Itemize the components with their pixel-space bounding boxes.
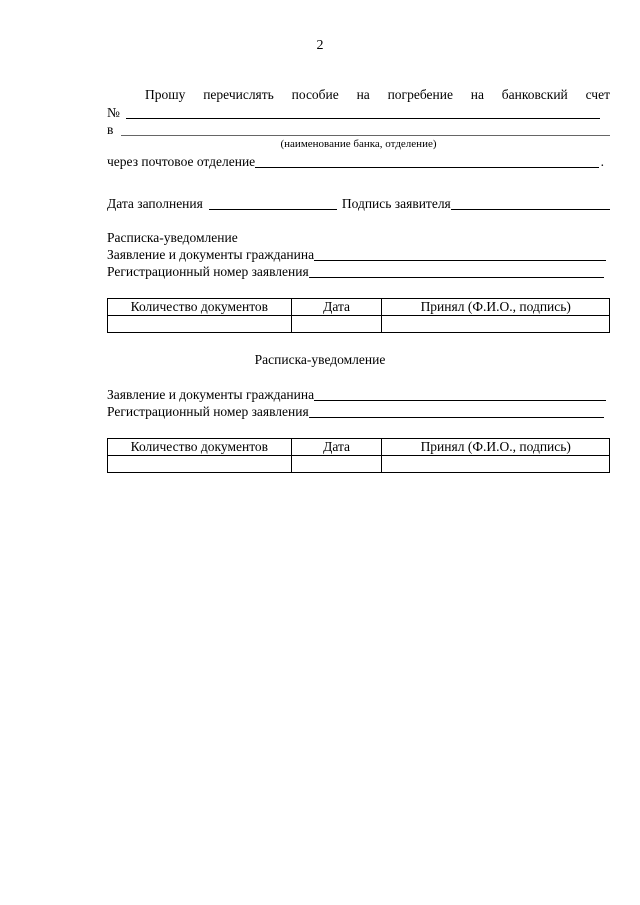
signature-field[interactable]: [451, 208, 610, 210]
table-cell[interactable]: [382, 316, 610, 333]
receipt2-reg-line: [107, 403, 610, 421]
account-prefix: №: [107, 105, 120, 120]
bank-name-field[interactable]: [121, 134, 610, 136]
table-cell[interactable]: [108, 316, 292, 333]
receipt2-docs-label: Заявление и документы гражданина: [107, 387, 315, 402]
bank-prefix: в: [107, 122, 114, 137]
post-office-prefix: через почтовое отделение: [107, 154, 256, 169]
date-label: Дата заполнения: [107, 196, 203, 211]
column-header: Количество документов: [108, 299, 292, 316]
receipt1-docs-field[interactable]: [314, 259, 606, 261]
column-header: Дата: [291, 299, 382, 316]
account-line: [107, 104, 610, 122]
post-office-suffix: .: [600, 154, 604, 169]
receipt2-reg-field[interactable]: [309, 416, 604, 418]
page-number: 2: [316, 38, 324, 53]
post-office-line: [107, 153, 610, 171]
receipt2-docs-field[interactable]: [314, 399, 606, 401]
date-field[interactable]: [209, 208, 337, 210]
table-header-row: [108, 299, 610, 316]
signature-label: Подпись заявителя: [341, 196, 451, 211]
bank-caption: (наименование банка, отделение): [280, 138, 437, 150]
table-cell[interactable]: [291, 456, 382, 473]
table-cell[interactable]: [382, 456, 610, 473]
receipt1-reg-line: [107, 263, 610, 281]
receipt1-reg-field[interactable]: [309, 276, 604, 278]
table-row: [108, 456, 610, 473]
receipt2-docs-line: [107, 386, 610, 404]
table-row: [108, 316, 610, 333]
request-text: Прошу перечислять пособие на погребение на банковский счет: [145, 87, 610, 102]
receipt2-reg-label: Регистрационный номер заявления: [107, 404, 309, 419]
date-signature-line: [107, 195, 610, 213]
account-number-field[interactable]: [126, 117, 600, 119]
post-office-field[interactable]: [255, 166, 598, 168]
receipt1-table: [107, 298, 610, 333]
receipt2-title: Расписка-уведомление: [254, 352, 386, 367]
receipt1-title: Расписка-уведомление: [107, 230, 238, 245]
receipt1-docs-label: Заявление и документы гражданина: [107, 247, 315, 262]
table-header-row: [108, 439, 610, 456]
column-header: Дата: [291, 439, 382, 456]
receipt1-docs-line: [107, 246, 610, 264]
receipt2-table: [107, 438, 610, 473]
column-header: Принял (Ф.И.О., подпись): [382, 439, 610, 456]
column-header: Количество документов: [108, 439, 292, 456]
table-cell[interactable]: [291, 316, 382, 333]
receipt1-reg-label: Регистрационный номер заявления: [107, 264, 309, 279]
column-header: Принял (Ф.И.О., подпись): [382, 299, 610, 316]
table-cell[interactable]: [108, 456, 292, 473]
